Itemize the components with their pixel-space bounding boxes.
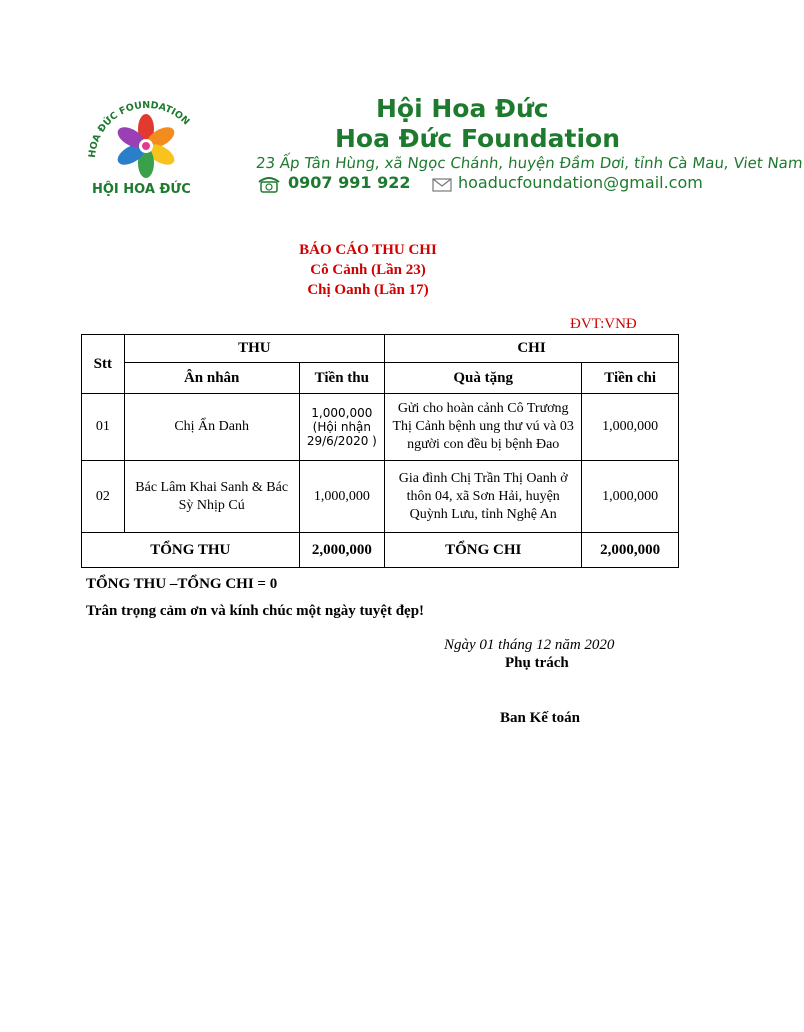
currency-unit: ĐVT:VNĐ — [570, 316, 637, 332]
title-line-1: BÁO CÁO THU CHI — [299, 242, 437, 258]
table-row — [82, 461, 679, 533]
org-name-vi: Hội Hoa Đức — [376, 94, 549, 123]
cell-tien-chi: 1,000,000 — [582, 461, 679, 533]
cell-tien-thu — [299, 394, 384, 461]
title-line-2: Cô Cảnh (Lần 23) — [310, 262, 426, 278]
balance-line: TỔNG THU –TỔNG CHI = 0 — [86, 576, 278, 592]
cell-an-nhan: Bác Lâm Khai Sanh & Bác Sỳ Nhịp Cú — [124, 461, 299, 533]
mail-icon — [432, 178, 452, 192]
header-tien-chi: Tiền chi — [582, 363, 679, 394]
logo-text-bottom: HỘI HOA ĐỨC — [92, 182, 191, 197]
responsible-label: Phụ trách — [505, 655, 569, 671]
total-row — [82, 533, 679, 568]
org-email: hoaducfoundation@gmail.com — [458, 173, 703, 192]
income-expense-table — [81, 334, 679, 568]
org-address: 23 Ấp Tân Hùng, xã Ngọc Chánh, huyện Đầm Dơi, tỉnh Cà Mau, Viet Nam — [255, 154, 804, 172]
phone-icon — [258, 175, 280, 193]
header-chi: CHI — [385, 335, 679, 363]
table-row — [82, 394, 679, 461]
header-stt: Stt — [82, 335, 125, 394]
total-thu-value: 2,000,000 — [299, 533, 384, 568]
foundation-logo — [80, 88, 210, 203]
cell-qua-tang: Gia đình Chị Trần Thị Oanh ở thôn 04, xã Sơn Hải, huyện Quỳnh Lưu, tỉnh Nghệ An — [385, 461, 582, 533]
accounting-label: Ban Kế toán — [500, 710, 581, 726]
cell-stt: 01 — [82, 394, 125, 461]
header-an-nhan: Ân nhân — [124, 363, 299, 394]
org-name-en: Hoa Đức Foundation — [335, 124, 621, 153]
letterhead — [80, 88, 804, 213]
title-line-3: Chị Oanh (Lần 17) — [307, 282, 429, 298]
cell-tien-thu-note: (Hội nhận 29/6/2020 ) — [306, 420, 377, 448]
org-phone: 0907 991 922 — [288, 173, 411, 192]
cell-an-nhan: Chị Ẩn Danh — [124, 394, 299, 461]
cell-tien-chi: 1,000,000 — [582, 394, 679, 461]
header-thu: THU — [124, 335, 384, 363]
cell-stt: 02 — [82, 461, 125, 533]
cell-tien-thu: 1,000,000 — [299, 461, 384, 533]
logo-text-top: HOA ĐỨC FOUNDATION — [86, 99, 192, 159]
header-tien-thu: Tiền thu — [299, 363, 384, 394]
total-chi-label: TỔNG CHI — [385, 533, 582, 568]
thanks-line: Trân trọng cảm ơn và kính chúc một ngày tuyệt đẹp! — [86, 603, 425, 619]
cell-qua-tang: Gửi cho hoàn cảnh Cô Trương Thị Cảnh bệnh ung thư vú và 03 người con đều bị bệnh Đao — [385, 394, 582, 461]
report-date: Ngày 01 tháng 12 năm 2020 — [444, 637, 615, 653]
header-qua-tang: Quà tặng — [385, 363, 582, 394]
total-thu-label: TỔNG THU — [82, 533, 300, 568]
total-chi-value: 2,000,000 — [582, 533, 679, 568]
report-title — [0, 240, 730, 300]
cell-tien-thu-amount: 1,000,000 — [311, 406, 373, 420]
